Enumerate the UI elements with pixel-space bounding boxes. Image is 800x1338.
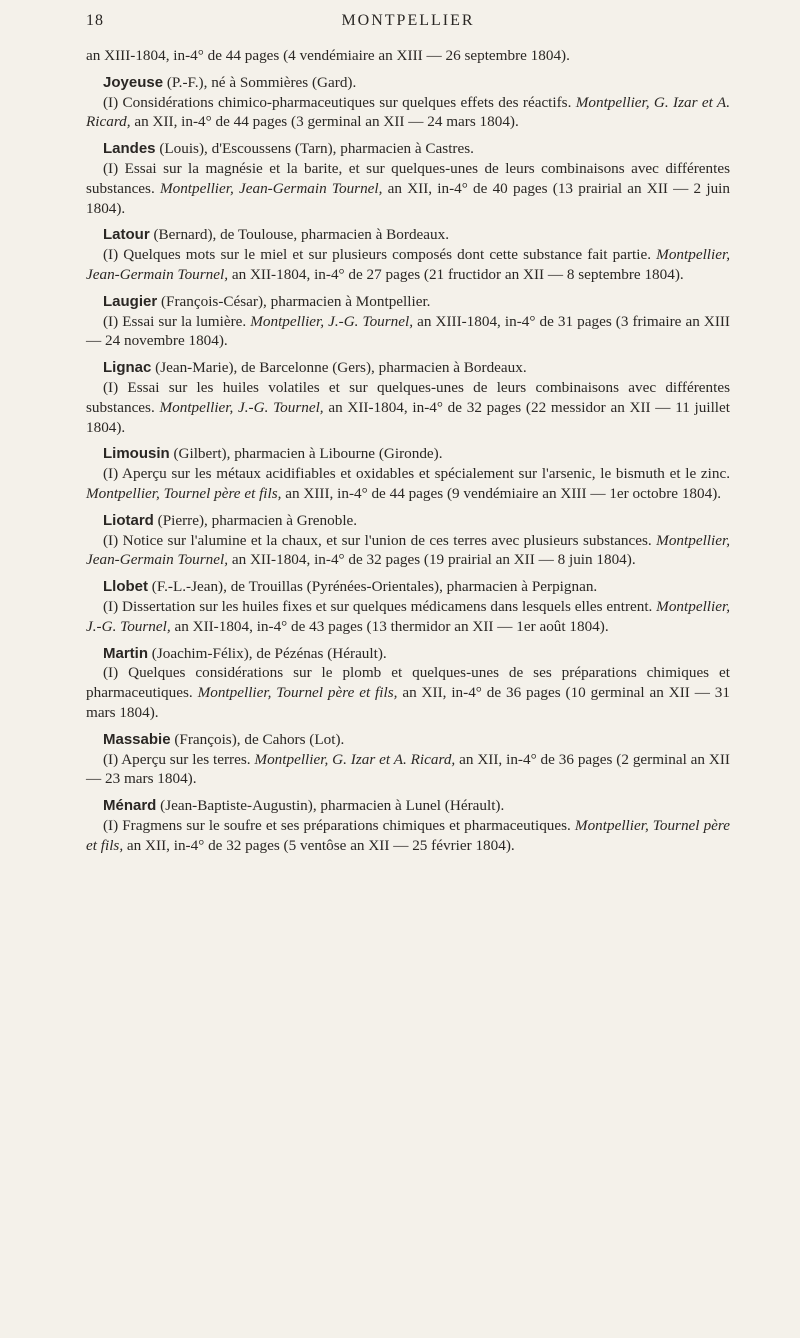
author-details: (Pierre), pharmacien à Grenoble. — [153, 511, 358, 529]
page-number: 18 — [86, 12, 104, 29]
entry-heading — [86, 292, 730, 312]
work-description — [86, 159, 730, 218]
bibliography-entry — [86, 292, 730, 351]
work-imprint: an XII-1804, in-4° de 32 pages (19 prairial an XII — 8 juin 1804). — [228, 551, 636, 569]
author-details: (P.-F.), né à Sommières (Gard). — [163, 73, 357, 91]
entry-heading — [86, 577, 730, 597]
work-publisher: Montpellier, Tournel père et fils, — [197, 684, 398, 702]
bibliography-entry — [86, 358, 730, 437]
page-content — [86, 46, 730, 855]
author-surname: Latour — [103, 226, 150, 244]
bibliography-entry — [86, 139, 730, 218]
work-title: (I) Aperçu sur les métaux acidifiables et oxidables et spécialement sur l'arsenic, le bismuth et le zinc. — [103, 465, 730, 483]
work-publisher: Montpellier, Tournel père et fils, — [86, 816, 730, 854]
work-title: (I) Considérations chimico-pharmaceutiques sur quelques effets des réactifs. — [103, 93, 576, 111]
entry-heading — [86, 358, 730, 378]
work-description — [86, 531, 730, 571]
entry-heading — [86, 225, 730, 245]
work-imprint: an XII, in-4° de 32 pages (5 ventôse an XII — 25 février 1804). — [123, 836, 515, 854]
work-description — [86, 750, 730, 790]
running-title: MONTPELLIER — [341, 12, 475, 29]
author-details: (Louis), d'Escoussens (Tarn), pharmacien à Castres. — [155, 140, 474, 158]
work-description — [86, 464, 730, 504]
author-surname: Lignac — [103, 359, 152, 377]
work-publisher: Montpellier, Tournel père et fils, — [86, 484, 282, 502]
work-publisher: Montpellier, J.-G. Tournel, — [250, 312, 414, 330]
work-title: (I) Fragmens sur le soufre et ses préparations chimiques et pharmaceutiques. — [103, 816, 575, 834]
author-surname: Llobet — [103, 578, 148, 596]
author-details: (Bernard), de Toulouse, pharmacien à Bordeaux. — [149, 226, 450, 244]
work-publisher: Montpellier, J.-G. Tournel, — [159, 398, 324, 416]
work-title: (I) Essai sur la magnésie et la barite, et sur quelques-unes de leurs combinaisons avec différentes substances. — [86, 159, 730, 197]
bibliography-entry — [86, 730, 730, 789]
entry-heading — [86, 511, 730, 531]
work-imprint: an XII, in-4° de 44 pages (3 germinal an XII — 24 mars 1804). — [130, 113, 519, 131]
author-details: (Jean-Baptiste-Augustin), pharmacien à Lunel (Hérault). — [156, 797, 505, 815]
author-details: (Joachim-Félix), de Pézénas (Hérault). — [148, 644, 387, 662]
author-details: (F.-L.-Jean), de Trouillas (Pyrénées-Orientales), pharmacien à Perpignan. — [148, 578, 598, 596]
author-details: (Jean-Marie), de Barcelonne (Gers), pharmacien à Bordeaux. — [151, 359, 527, 377]
work-title: (I) Quelques mots sur le miel et sur plusieurs composés dont cette substance fait partie. — [103, 246, 657, 264]
work-title: (I) Essai sur la lumière. — [103, 312, 251, 330]
author-surname: Limousin — [103, 445, 170, 463]
work-imprint: an XII, in-4° de 40 pages (13 prairial an XII — 2 juin 1804). — [86, 179, 730, 217]
author-surname: Ménard — [103, 797, 157, 815]
bibliography-entry — [86, 444, 730, 503]
author-surname: Joyeuse — [103, 73, 164, 91]
work-description — [86, 312, 730, 352]
bibliography-entry — [86, 225, 730, 284]
bibliography-entry — [86, 511, 730, 570]
work-description — [86, 378, 730, 437]
work-description — [86, 245, 730, 285]
entry-heading — [86, 139, 730, 159]
entry-heading — [86, 796, 730, 816]
work-imprint: an XII-1804, in-4° de 43 pages (13 thermidor an XII — 1er août 1804). — [170, 617, 609, 635]
work-imprint: an XIII-1804, in-4° de 31 pages (3 frimaire an XIII — 24 novembre 1804). — [86, 312, 730, 350]
entry-heading — [86, 644, 730, 664]
entry-heading — [86, 730, 730, 750]
bibliography-entry — [86, 796, 730, 855]
work-publisher: Montpellier, J.-G. Tournel, — [86, 597, 730, 635]
work-publisher: Montpellier, G. Izar et A. Ricard, — [254, 750, 456, 768]
work-title: (I) Dissertation sur les huiles fixes et sur quelques médicamens dans lesquels elles entrent. — [103, 597, 657, 615]
bibliography-entry — [86, 577, 730, 636]
work-title: (I) Quelques considérations sur le plomb et quelques-unes de ses préparations chimiques et pharmaceutiques. — [86, 664, 730, 702]
author-details: (Gilbert), pharmacien à Libourne (Gironde). — [169, 445, 443, 463]
work-title: (I) Aperçu sur les terres. — [103, 750, 255, 768]
work-imprint: an XII-1804, in-4° de 27 pages (21 fructidor an XII — 8 septembre 1804). — [228, 265, 684, 283]
author-details: (François-César), pharmacien à Montpellier. — [157, 292, 431, 310]
work-publisher: Montpellier, Jean-Germain Tournel, — [86, 246, 730, 283]
work-publisher: Montpellier, Jean-Germain Tournel, — [159, 179, 383, 197]
entry-heading — [86, 73, 730, 93]
author-surname: Massabie — [103, 730, 171, 748]
work-imprint: an XII-1804, in-4° de 32 pages (22 messidor an XII — 11 juillet 1804). — [86, 398, 730, 436]
entry-heading — [86, 444, 730, 464]
page-header — [86, 6, 730, 36]
work-description — [86, 93, 730, 133]
work-imprint: an XIII, in-4° de 44 pages (9 vendémiaire an XIII — 1er octobre 1804). — [281, 484, 722, 502]
work-imprint: an XII, in-4° de 36 pages (10 germinal an XII — 31 mars 1804). — [86, 684, 730, 721]
work-publisher: Montpellier, G. Izar et A. Ricard, — [86, 93, 730, 131]
author-surname: Martin — [103, 644, 148, 662]
bibliography-entry — [86, 73, 730, 132]
entry-list — [86, 73, 730, 856]
author-details: (François), de Cahors (Lot). — [170, 730, 345, 748]
author-surname: Laugier — [103, 292, 158, 310]
continuation-paragraph: an XIII-1804, in-4° de 44 pages (4 vendémiaire an XIII — 26 septembre 1804). — [86, 47, 570, 64]
work-title: (I) Essai sur les huiles volatiles et sur quelques-unes de leurs combinaisons avec différentes substances. — [86, 378, 730, 416]
author-surname: Liotard — [103, 511, 154, 529]
work-imprint: an XII, in-4° de 36 pages (2 germinal an XII — 23 mars 1804). — [86, 750, 730, 788]
work-publisher: Montpellier, Jean-Germain Tournel, — [86, 531, 730, 569]
bibliography-entry — [86, 644, 730, 723]
work-description — [86, 816, 730, 856]
author-surname: Landes — [103, 140, 156, 158]
work-title: (I) Notice sur l'alumine et la chaux, et sur l'union de ces terres avec plusieurs substances. — [103, 531, 657, 549]
work-description — [86, 597, 730, 637]
work-description — [86, 663, 730, 722]
